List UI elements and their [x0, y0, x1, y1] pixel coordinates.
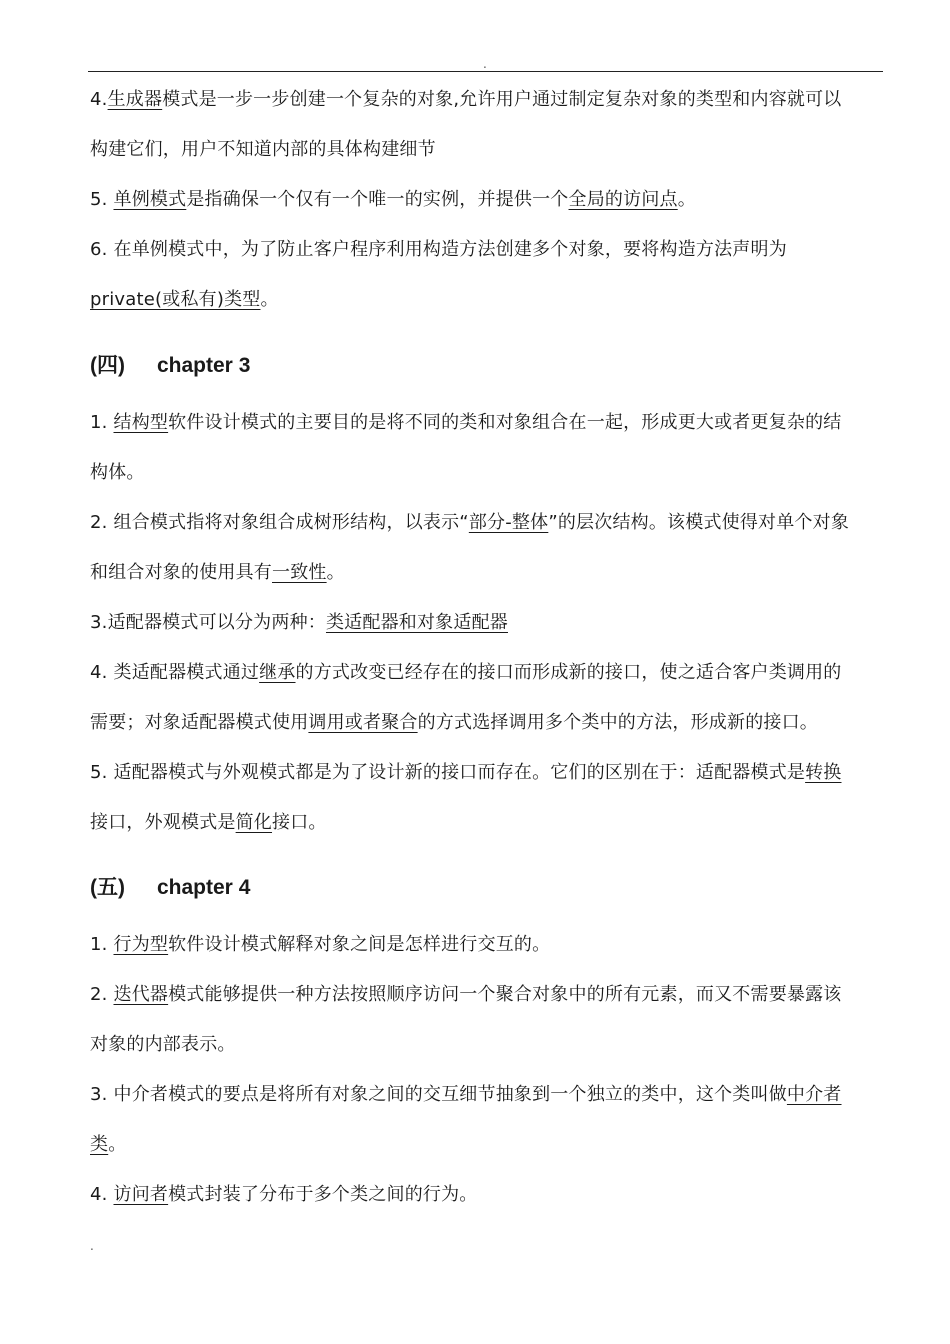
answer-underline: 全局的访问点 [568, 189, 678, 210]
text: 4. [90, 89, 108, 110]
answer-underline: 部分-整体 [468, 512, 549, 533]
text: 接口，外观模式是 [90, 812, 236, 833]
answer-underline: 访问者 [113, 1184, 169, 1205]
text: 是指确保一个仅有一个唯一的实例，并提供一个 [186, 189, 569, 210]
singleton-constructor-line-2 [90, 288, 279, 312]
text: 和组合对象的使用具有 [90, 562, 272, 583]
text: 软件设计模式的主要目的是将不同的类和对象组合在一起，形成更大或者更复杂的结 [168, 412, 842, 433]
section-title: chapter 4 [157, 876, 251, 899]
text: 1. [90, 412, 114, 433]
text: 模式能够提供一种方法按照顺序访问一个聚合对象中的所有元素，而又不需要暴露该 [168, 984, 842, 1005]
adapter-methods-line-2 [90, 711, 818, 735]
section-heading-chapter-3 [90, 353, 250, 379]
text: 的方式选择调用多个类中的方法，形成新的接口。 [417, 712, 819, 733]
text: 5. [90, 189, 114, 210]
answer-underline: 类 [90, 1134, 109, 1155]
answer-underline: 结构型 [113, 412, 169, 433]
text: 构建它们，用户不知道内部的具体构建细节 [90, 139, 436, 160]
text: 。 [108, 1134, 127, 1155]
answer-underline: 中介者 [786, 1084, 842, 1105]
iterator-pattern-line-1 [90, 983, 842, 1007]
section-number: (五) [90, 876, 125, 899]
structural-pattern-line-2 [90, 461, 145, 485]
composite-pattern-line-1 [90, 511, 849, 535]
answer-underline: 迭代器 [113, 984, 169, 1005]
composite-pattern-line-2 [90, 561, 345, 585]
text: 模式是一步一步创建一个复杂的对象,允许用户通过制定复杂对象的类型和内容就可以 [162, 89, 842, 110]
singleton-constructor-line-1 [90, 238, 787, 262]
mediator-pattern-line-2 [90, 1133, 126, 1157]
answer-underline: 行为型 [113, 934, 169, 955]
text: 4. 类适配器模式通过 [90, 662, 260, 683]
header-rule [88, 71, 883, 72]
answer-underline: private(或私有)类型 [90, 289, 261, 310]
footer-mark: . [90, 1239, 94, 1253]
adapter-methods-line-1 [90, 661, 842, 685]
builder-pattern-line-1 [90, 88, 842, 112]
answer-underline: 简化 [235, 812, 273, 833]
text: 软件设计模式解释对象之间是怎样进行交互的。 [168, 934, 551, 955]
text: 对象的内部表示。 [90, 1034, 236, 1055]
answer-underline: 继承 [259, 662, 296, 683]
builder-pattern-line-2 [90, 138, 436, 162]
section-title: chapter 3 [157, 354, 251, 377]
text: 的方式改变已经存在的接口而形成新的接口，使之适合客户类调用的 [295, 662, 842, 683]
singleton-pattern-line [90, 188, 696, 212]
behavioral-pattern-line [90, 933, 550, 957]
text: 2. 组合模式指将对象组合成树形结构，以表示“ [90, 512, 469, 533]
section-number: (四) [90, 354, 125, 377]
answer-underline: 调用或者聚合 [308, 712, 418, 733]
text: 3. 中介者模式的要点是将所有对象之间的交互细节抽象到一个独立的类中，这个类叫做 [90, 1084, 787, 1105]
text: 1. [90, 934, 114, 955]
text: 6. 在单例模式中，为了防止客户程序利用构造方法创建多个对象，要将构造方法声明为 [90, 239, 787, 260]
answer-underline: 单例模式 [113, 189, 187, 210]
visitor-pattern-line [90, 1183, 478, 1207]
mediator-pattern-line-1 [90, 1083, 842, 1107]
text: 接口。 [272, 812, 327, 833]
text: 构体。 [90, 462, 145, 483]
answer-underline: 类适配器和对象适配器 [325, 612, 508, 633]
header-mark: . [483, 57, 487, 71]
section-heading-chapter-4 [90, 875, 250, 901]
text: 。 [677, 189, 696, 210]
text: 3.适配器模式可以分为两种： [90, 612, 326, 633]
text: 5. 适配器模式与外观模式都是为了设计新的接口而存在。它们的区别在于：适配器模式是 [90, 762, 806, 783]
iterator-pattern-line-2 [90, 1033, 236, 1057]
answer-underline: 一致性 [272, 562, 327, 583]
text: ”的层次结构。该模式使得对单个对象 [548, 512, 850, 533]
text: 4. [90, 1184, 114, 1205]
adapter-types-line [90, 611, 508, 635]
answer-underline: 生成器 [107, 89, 163, 110]
answer-underline: 转换 [805, 762, 842, 783]
adapter-facade-line-2 [90, 811, 327, 835]
adapter-facade-line-1 [90, 761, 842, 785]
text: 2. [90, 984, 114, 1005]
text: 。 [260, 289, 279, 310]
structural-pattern-line-1 [90, 411, 842, 435]
text: 。 [326, 562, 345, 583]
text: 模式封装了分布于多个类之间的行为。 [168, 1184, 478, 1205]
text: 需要；对象适配器模式使用 [90, 712, 309, 733]
